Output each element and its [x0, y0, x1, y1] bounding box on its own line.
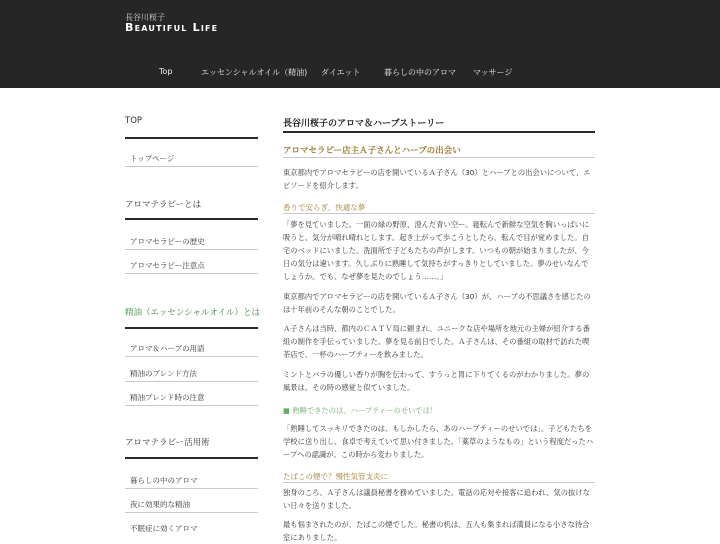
nav-diet[interactable]: ダイエット [321, 68, 361, 77]
site-subtitle: 長谷川桜子 [125, 13, 165, 22]
sidebar-item-label: 暮らしの中のアロマ [130, 476, 198, 485]
sidebar-rule [125, 457, 258, 459]
sidebar-item-label: 精油ブレンド時の注意 [130, 393, 205, 402]
paragraph-4: 「熟睡してスッキリできたのは、もしかしたら、あのハーブティーのせいでは」。子どもたちを学校に送り出し、食卓で考えていて思い付きました。「薬草のようなもの」という程度だったハーブへの認識が、この時から変わりました。 [283, 424, 594, 459]
main-content [283, 88, 595, 540]
sidebar-rule [125, 137, 258, 139]
nav-massage[interactable]: マッサージ [473, 68, 513, 77]
sidebar-item-label: アロマセラピーの歴史 [130, 237, 205, 246]
sidebar-item-label: アロマセラピー注意点 [130, 261, 205, 270]
paragraph-5: 独身のころ、Ａ子さんは議員秘書を務めていました。電話の応対や接客に追われ、気の抜けない日々を送りました。 [283, 488, 590, 510]
sidebar-divider [125, 356, 258, 357]
paragraph-6: 最も悩まされたのが、たばこの煙でした。秘書の机は、五人も集まれば満員になる小さな待合室にありました。 [283, 520, 590, 542]
sidebar-item-label: 夜に効果的な精油 [130, 500, 190, 509]
sidebar-item-label: 不眠症に効くアロマ [130, 524, 198, 533]
site-title[interactable]: Beautiful Life [125, 21, 219, 34]
sidebar-divider [125, 488, 258, 489]
main-nav [0, 64, 720, 84]
sidebar-divider [125, 405, 258, 406]
sidebar-rule [125, 218, 258, 220]
sidebar-heading-essential-oil[interactable]: 精油（エッセンシャルオイル）とは [125, 308, 261, 318]
sidebar-divider [125, 512, 258, 513]
note-heading: ■ 熟睡できたのは、ハーブティーのせいでは！ [283, 406, 438, 415]
section-heading-fragrance: 香りで安らぎ、快適な夢 [283, 203, 366, 212]
quote-paragraph: 「夢を見ていました。一面の緑の野原、澄んだ青い空ー。寝転んで新鮮な空気を胸いっぱいに吸うと、気分が晴れ晴れとします。起き上がって歩こうとしたら、転んで目が覚めました。自宅のベッドにいました。洗面所で子どもたちの声がします。いつもの朝が始まりましたが、今日の気分は違います。久しぶりに熟睡して気持ちがすっきりとしていました。夢のせいなんでしょうか。でも、なぜ夢を見たのでしょう……。」 [283, 220, 590, 281]
paragraph-2: Ａ子さんは当時、都内のＣＡＴＶ局に頼まれ、ユニークな店や場所を地元の主婦が紹介する番組の制作を手伝っていました。夢を見る前日でした。Ａ子さんは、その番組の取材で訪れた喫茶店で、一杯のハーブティーを飲みました。 [283, 324, 590, 359]
site-header [0, 0, 720, 88]
nav-essential-oil[interactable]: エッセンシャルオイル（精油) [201, 68, 308, 77]
sidebar-divider [125, 249, 258, 250]
nav-top[interactable]: Top [159, 67, 173, 76]
sidebar-divider [125, 381, 258, 382]
sidebar-divider [125, 273, 258, 274]
nav-aroma-life[interactable]: 暮らしの中のアロマ [384, 68, 456, 77]
paragraph-1: 東京都内でアロマセラピーの店を開いているＡ子さん（30）が、ハーブの不思議さを感じたのは十年前のそんな朝のことでした。 [283, 292, 591, 314]
sidebar [125, 88, 261, 540]
title-rule [283, 131, 595, 133]
sidebar-item-label: トップページ [130, 154, 175, 163]
section-rule [283, 482, 595, 483]
sidebar-heading-aromatherapy: アロマテラピーとは [125, 200, 202, 210]
sidebar-item-label: アロマ＆ハーブの用語 [130, 344, 205, 353]
sidebar-divider [125, 166, 258, 167]
section-rule [283, 213, 595, 214]
article-subtitle: アロマセラピー店主Ａ子さんとハーブの出会い [283, 146, 461, 156]
sidebar-rule [125, 327, 258, 329]
sidebar-item-label: 精油のブレンド方法 [130, 369, 198, 378]
page-title: 長谷川桜子のアロマ＆ハーブストーリー [283, 119, 445, 129]
paragraph-3: ミントとバラの優しい香りが胸を伝わって、すうっと胃に下りてくるのがわかりました。夢の風景は、その時の感覚と似ていました。 [283, 370, 590, 392]
section-heading-tobacco: たばこの煙で？慢性気管支炎に [283, 472, 388, 481]
intro-paragraph: 東京都内でアロマセラピーの店を開いているＡ子さん（30）とハーブとの出会いについて、エピソードを紹介します。 [283, 168, 591, 190]
sidebar-heading-top: TOP [125, 116, 143, 126]
subtitle-rule [283, 157, 595, 158]
sidebar-heading-usage: アロマテラピー活用術 [125, 438, 210, 448]
